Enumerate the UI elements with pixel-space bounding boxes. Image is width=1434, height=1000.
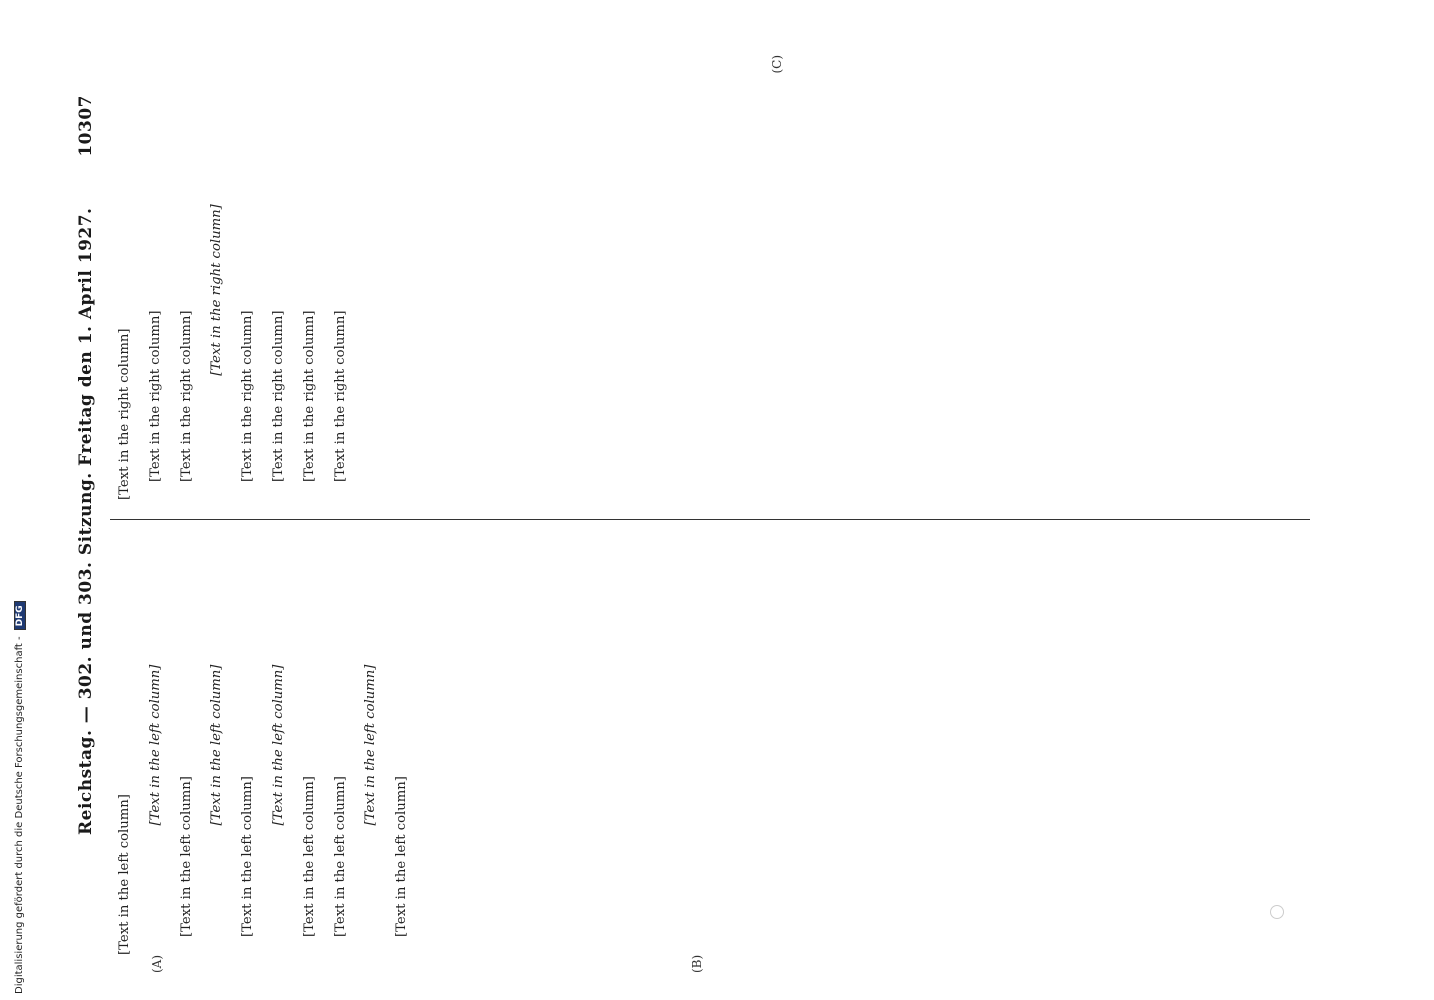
margin-mark-c: (C) [770, 55, 784, 74]
paragraph: [Text in the left column] [117, 794, 132, 955]
digitization-credit [14, 601, 26, 994]
interjection: [Text in the left column] [209, 664, 225, 826]
paragraph: [Text in the left column] [301, 776, 317, 937]
paragraph: [Text in the right column] [178, 310, 194, 482]
paragraph: [Text in the left column] [178, 776, 194, 937]
paragraph: [Text in the right column] [301, 310, 317, 482]
paragraph: [Text in the left column] [394, 776, 410, 937]
page-header [70, 95, 106, 955]
interjection: [Text in the left column] [270, 664, 286, 826]
paragraph: [Text in the right column] [147, 310, 163, 482]
interjection: [Text in the right column] [209, 204, 225, 376]
page-number: 10307 [76, 95, 96, 157]
margin-mark-a: (A) [150, 954, 164, 973]
interjection: [Text in the left column] [363, 664, 379, 826]
digitization-credit-text: Digitalisierung gefördert durch die Deutsche Forschungsgemeinschaft - [14, 636, 25, 994]
paragraph: [Text in the left column] [240, 776, 256, 937]
paragraph: [Text in the right column] [240, 310, 256, 482]
interjection: [Text in the left column] [147, 664, 163, 826]
paragraph: [Text in the right column] [332, 310, 348, 482]
column-divider [110, 519, 1310, 520]
digitization-credit-strip [0, 0, 25, 1000]
page-header-title: Reichstag. — 302. und 303. Sitzung. Freitag den 1. April 1927. [76, 207, 96, 835]
dfg-logo: DFG [14, 601, 26, 630]
paragraph: [Text in the right column] [117, 328, 132, 500]
right-column [110, 80, 1310, 500]
paragraph: [Text in the left column] [332, 776, 348, 937]
paragraph: [Text in the right column] [270, 310, 286, 482]
newspaper-page [70, 55, 1320, 975]
binding-mark [1270, 905, 1284, 919]
margin-mark-b: (B) [690, 954, 704, 973]
left-column [110, 535, 1310, 955]
